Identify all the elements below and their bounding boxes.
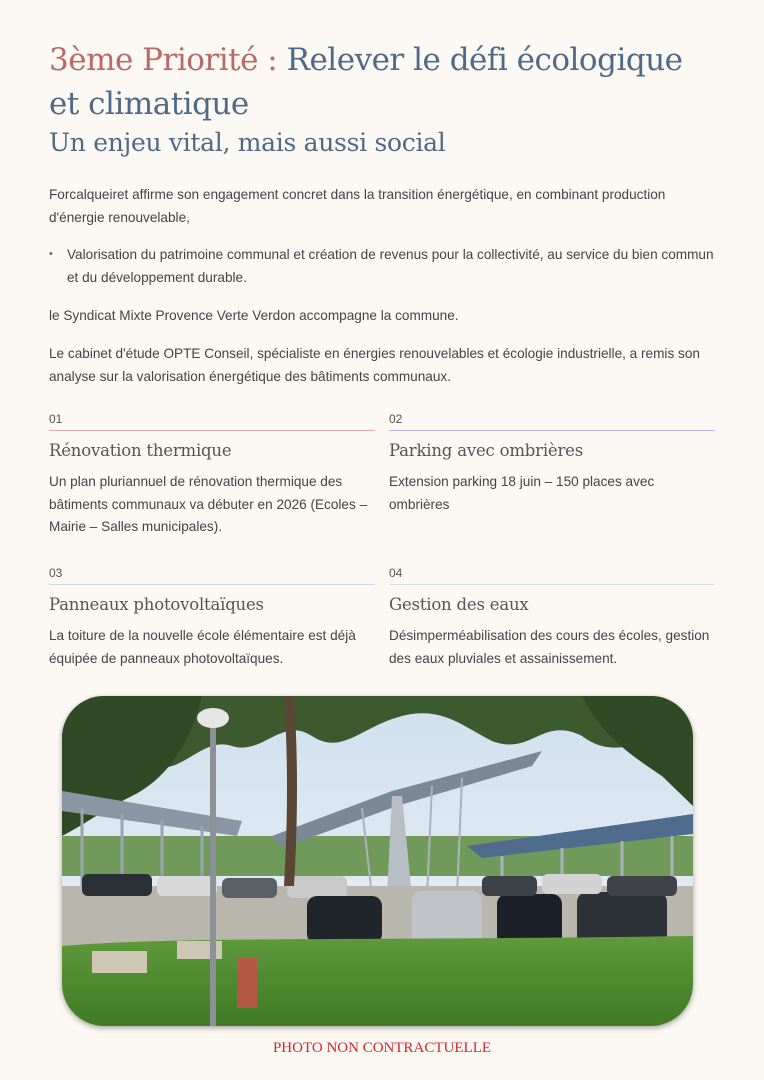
photo-caption: PHOTO NON CONTRACTUELLE xyxy=(272,1040,492,1056)
card-title: Panneaux photovoltaïques xyxy=(49,595,264,614)
syndicat-paragraph: le Syndicat Mixte Provence Verte Verdon accompagne la commune. xyxy=(49,308,459,323)
card-water xyxy=(389,566,715,670)
card-number: 03 xyxy=(49,566,375,585)
intro-paragraph: Forcalqueiret affirme son engagement concret dans la transition énergétique, en combinant production d'énergie renouvelable, xyxy=(49,187,666,225)
cabinet-paragraph: Le cabinet d'étude OPTE Conseil, spécialiste en énergies renouvelables et écologie industrielle, a remis son analyse sur la valorisation énergétique des bâtiments communaux. xyxy=(49,346,700,384)
card-number: 01 xyxy=(49,412,375,431)
card-number: 04 xyxy=(389,566,715,585)
cards-row-2 xyxy=(49,566,715,670)
card-description: Désimperméabilisation des cours des écoles, gestion des eaux pluviales et assainissement. xyxy=(389,628,710,666)
card-title: Gestion des eaux xyxy=(389,595,529,614)
parking-photo xyxy=(62,696,693,1026)
solar-carport-illustration xyxy=(62,696,693,1026)
card-description: Extension parking 18 juin – 150 places avec ombrières xyxy=(389,474,655,512)
card-description: La toiture de la nouvelle école élémentaire est déjà équipée de panneaux photovoltaïques. xyxy=(49,628,356,666)
bullet-text: Valorisation du patrimoine communal et création de revenus pour la collectivité, au service du bien commun et du développement durable. xyxy=(67,247,714,285)
page-subtitle: Un enjeu vital, mais aussi social xyxy=(49,128,446,157)
card-renovation xyxy=(49,412,375,539)
cards-row-1 xyxy=(49,412,715,539)
bullet-list xyxy=(49,243,715,289)
page-title xyxy=(49,38,715,126)
bullet-item xyxy=(49,243,715,289)
card-title: Rénovation thermique xyxy=(49,441,232,460)
title-text: Relever le défi écologique et climatique xyxy=(49,42,683,122)
card-description: Un plan pluriannuel de rénovation thermique des bâtiments communaux va débuter en 2026 (Ecoles – Mairie – Salles municipales). xyxy=(49,474,368,534)
content xyxy=(49,38,715,388)
card-number: 02 xyxy=(389,412,715,431)
bullet-icon: • xyxy=(49,248,53,260)
card-title: Parking avec ombrières xyxy=(389,441,583,460)
card-photovoltaic xyxy=(49,566,375,670)
card-parking xyxy=(389,412,715,539)
priority-label: 3ème Priorité : xyxy=(49,42,278,78)
